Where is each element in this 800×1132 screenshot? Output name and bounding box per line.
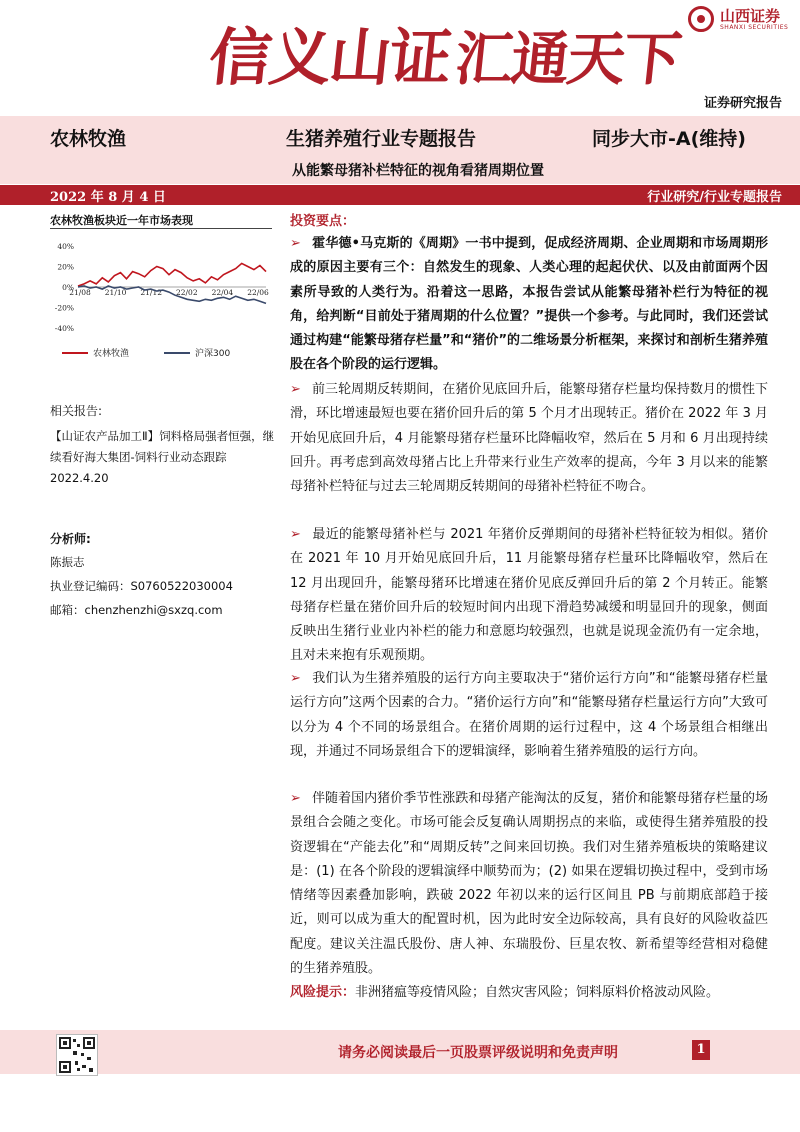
banner-slogan <box>205 8 684 97</box>
industry-label: 农林牧渔 <box>50 128 127 150</box>
analyst-name: 陈振志 <box>50 555 85 569</box>
banner-slogan-left: 信义山证 <box>205 21 454 94</box>
risk-text: 非洲猪瘟等疫情风险；自然灾害风险；饲料原料价格波动风险。 <box>355 985 720 1000</box>
paragraph-text: 前三轮周期反转期间，在猪价见底回升后，能繁母猪存栏量均保持数月的惯性下滑，环比增速最短也要在猪价回升后的第 5 个月才出现转正。猪价在 2022 年 3 月开始见底回升后，4 月能繁母猪存栏量环比降幅收窄，然后在 5 月和 6 月出现持续回升。再考虑到高效母猪占比上升带来行业生产效率的提高，今年 3 月以来的能繁母猪补栏特征与过去三轮周期反转期间的母猪补栏特征不吻合。 <box>290 382 768 495</box>
x-tick-label: 22/04 <box>211 288 234 297</box>
paragraph-text: 伴随着国内猪价季节性涨跌和母猪产能淘汰的反复，猪价和能繁母猪存栏量的场景组合会随之变化。市场可能会反复确认周期拐点的来临，或使得生猪养殖股的投资逻辑在“产能去化”和“周期反转”之间来回切换。我们对生猪养殖板块的策略建议是：(1) 在各个阶段的逻辑演绎中顺势而为；(2) 如果在逻辑切换过程中，受到市场情绪等因素叠加影响，跌破 2022 年初以来的运行区间且 PB 与前期底部趋于接近，则可以成为重大的配置时机，因为此时安全边际较高，具有良好的风险收益匹配度。建议关注温氏股份、唐人神、东瑞股份、巨星农牧、新希望等经营相对稳健的生猪养殖股。 <box>290 791 768 977</box>
paragraph-text: 霍华德•马克斯的《周期》一书中提到，促成经济周期、企业周期和市场周期形成的原因主要有三个：自然发生的现象、人类心理的起起伏伏、以及由前面两个因素所导致的人类行为。沿着这一思路，本报告尝试从能繁母猪补栏行为特征的视角，给判断“目前处于猪周期的什么位置？”提供一个参考。与此同时，我们还尝试通过构建“能繁母猪存栏量”和“猪价”的二维场景分析框架，来探讨和剖析生猪养殖股在各个阶段的运行逻辑。 <box>290 236 768 373</box>
paragraph-1 <box>290 232 768 378</box>
report-subtitle: 从能繁母猪补栏特征的视角看猪周期位置 <box>292 163 544 179</box>
legend-label: 沪深300 <box>195 349 231 359</box>
paragraph-2 <box>290 378 768 499</box>
investment-points-title: 投资要点： <box>290 214 356 229</box>
legend-label: 农林牧渔 <box>93 349 130 359</box>
y-tick-label: 40% <box>57 242 74 251</box>
report-title: 生猪养殖行业专题报告 <box>286 128 477 150</box>
risk-warning <box>290 981 719 1000</box>
arrow-bullet-icon: ➢ <box>290 382 301 397</box>
chart-title: 农林牧渔板块近一年市场表现 <box>50 214 193 227</box>
arrow-bullet-icon: ➢ <box>290 791 301 806</box>
arrow-bullet-icon: ➢ <box>290 236 301 251</box>
series-line-industry <box>78 263 266 286</box>
logo-en: SHANXI SECURITIES <box>720 23 789 31</box>
x-tick-label: 21/12 <box>140 288 163 297</box>
paragraph-text: 最近的能繁母猪补栏与 2021 年猪价反弹期间的母猪补栏特征较为相似。猪价在 2021 年 10 月开始见底回升后，11 月能繁母猪存栏量环比降幅收窄，然后在 12 月出现回升，能繁母猪环比增速在猪价见底反弹回升后的第 2 个月转正。能繁母猪存栏量在猪价回升后的较短时间内出现下滑趋势减缓和明显回升的现象，侧面反映出生猪行业业内补栏的能力和意愿均较强烈，也就是说现金流仍有一定余地，且对未来抱有乐观预期。 <box>290 527 768 664</box>
company-logo <box>688 6 788 32</box>
x-tick-label: 21/08 <box>69 288 91 297</box>
x-tick-label: 22/06 <box>247 288 269 297</box>
arrow-bullet-icon: ➢ <box>290 671 301 686</box>
paragraph-4 <box>290 667 768 764</box>
analyst-title: 分析师: <box>50 532 91 546</box>
arrow-bullet-icon: ➢ <box>290 527 301 542</box>
report-date: 2022 年 8 月 4 日 <box>50 190 166 205</box>
market-performance-chart <box>44 236 270 366</box>
report-type: 证券研究报告 <box>703 96 782 111</box>
analyst-registration: 执业登记编码：S0760522030004 <box>50 579 233 593</box>
x-tick-label: 22/02 <box>175 288 198 297</box>
paragraph-5 <box>290 787 768 981</box>
rating-label: 同步大市-A(维持) <box>592 128 746 150</box>
x-tick-label: 21/10 <box>104 288 127 297</box>
y-tick-label: -20% <box>54 303 74 313</box>
report-category: 行业研究/行业专题报告 <box>647 190 782 205</box>
paragraph-3 <box>290 523 768 669</box>
y-tick-label: 0% <box>62 283 74 292</box>
related-reports-title: 相关报告: <box>50 404 103 418</box>
banner-slogan-right: 汇通天下 <box>451 25 683 93</box>
risk-label: 风险提示： <box>290 985 356 1000</box>
disclaimer-text: 请务必阅读最后一页股票评级说明和免责声明 <box>338 1045 618 1061</box>
related-report-item[interactable]: 【山证农产品加工Ⅱ】饲料格局强者恒强，继续看好海大集团-饲料行业动态跟踪 2022.4.20 <box>50 429 275 485</box>
analyst-email[interactable]: 邮箱：chenzhenzhi@sxzq.com <box>50 603 223 617</box>
page-number: 1 <box>692 1040 710 1060</box>
logo-cn: 山西证券 <box>720 6 781 25</box>
y-tick-label: 20% <box>57 262 74 272</box>
qr-code-icon <box>56 1034 98 1076</box>
divider <box>50 228 272 229</box>
y-tick-label: -40% <box>54 324 74 333</box>
logo-icon <box>688 6 714 32</box>
paragraph-text: 我们认为生猪养殖股的运行方向主要取决于“猪价运行方向”和“能繁母猪存栏量运行方向”这两个因素的合力。“猪价运行方向”和“能繁母猪存栏量运行方向”大致可以分为 4 个不同的场景组合。在猪价周期的运行过程中，这 4 个场景组合相继出现，并通过不同场景组合下的逻辑演绎，影响着生猪养殖股的运行方向。 <box>290 671 768 759</box>
